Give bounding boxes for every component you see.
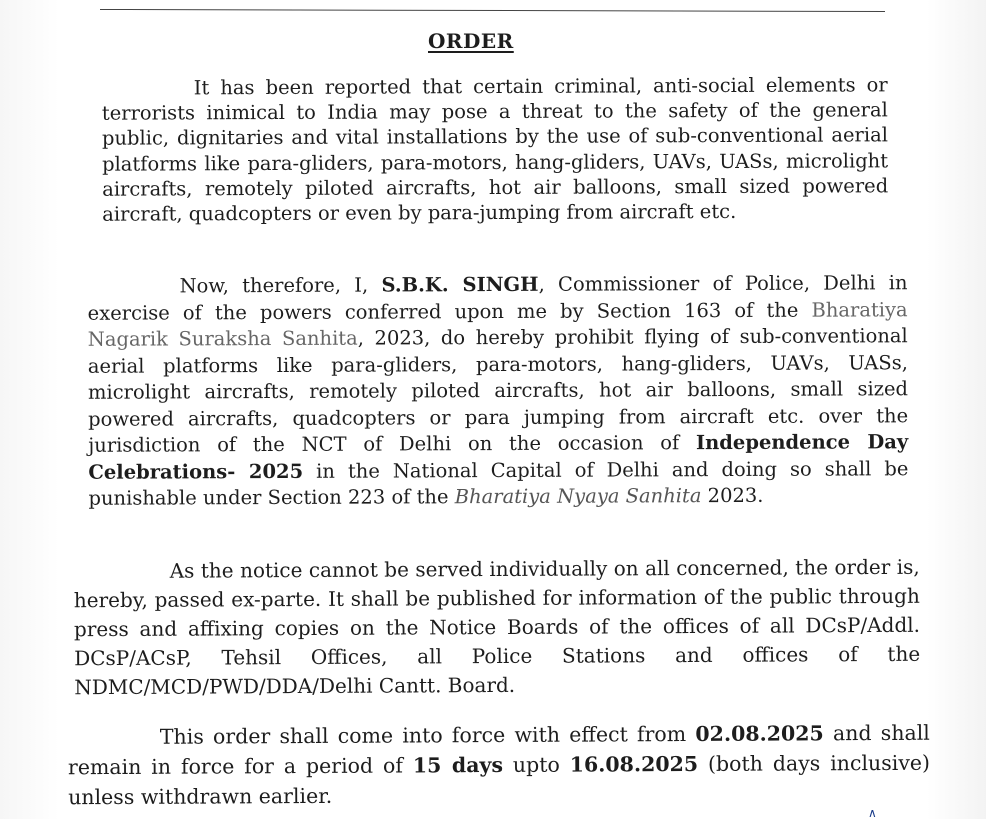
paragraph-ex-parte: [74, 553, 921, 702]
end-date: 16.08.2025: [569, 751, 699, 777]
occasion: Independence Day Celebrations- 2025: [88, 430, 909, 484]
p4-mid2: upto: [502, 752, 570, 777]
p2-after-act2: 2023.: [701, 483, 764, 508]
p4-mid1: and shall remain in force for a period of: [67, 720, 930, 780]
paragraph-threat: [102, 72, 889, 227]
p2-intro: Now, therefore, I,: [179, 273, 382, 298]
p4-outro: (both days inclusive) unless withdrawn earlier.: [68, 750, 931, 810]
top-rule: [100, 9, 885, 12]
ink-mark-icon: ∧: [868, 806, 877, 820]
paragraph-prohibition: [87, 270, 908, 512]
commissioner-name: S.B.K. SINGH: [381, 272, 539, 297]
paragraph-validity: [68, 718, 930, 813]
p2-after-act1: , 2023, do hereby prohibit flying of sub-conventional aerial platforms like para-gliders, para-motors, hang-gliders, UAVs, UASs, microlight aircrafts, remotely piloted aircrafts, hot air balloons, small sized powered aircrafts, quadcopters or para jumping from aircraft etc. over the jurisdiction of the NCT of Delhi on the occasion of: [87, 324, 909, 457]
start-date: 02.08.2025: [695, 721, 824, 746]
act-bnss: Bharatiya Nagarik Suraksha Sanhita: [87, 297, 908, 351]
act-bns: Bharatiya Nyaya Sanhita: [454, 484, 702, 509]
paragraph-threat-text: It has been reported that certain criminal, anti-social elements or terrorists inimical to India may pose a threat to the safety of the general public, dignitaries and vital installations by the use of sub-conventional aerial platforms like para-gliders, para-motors, hang-gliders, UAVs, UASs, microlight aircrafts, remotely piloted aircrafts, hot air balloons, small sized powered aircraft, quadcopters or even by para-jumping from aircraft etc.: [101, 73, 889, 226]
paragraph-ex-parte-text: As the notice cannot be served individually on all concerned, the order is, hereby, passed ex-parte. It shall be published for information of the public through press and affixing copies on the Notice Boards of the offices of all DCsP/Addl. DCsP/ACsP, Tehsil Offices, all Police Stations and offices of the NDMC/MCD/PWD/DDA/Delhi Cantt. Board.: [73, 554, 921, 700]
order-heading: ORDER: [428, 29, 514, 53]
p2-after-occasion: in the National Capital of Delhi and doing so shall be punishable under Section 223 of the: [88, 456, 909, 510]
p4-intro: This order shall come into force with effect from: [159, 721, 696, 749]
duration: 15 days: [412, 752, 504, 778]
p2-after-name: , Commissioner of Police, Delhi in exercise of the powers conferred upon me by Section 163 of the: [87, 271, 908, 325]
